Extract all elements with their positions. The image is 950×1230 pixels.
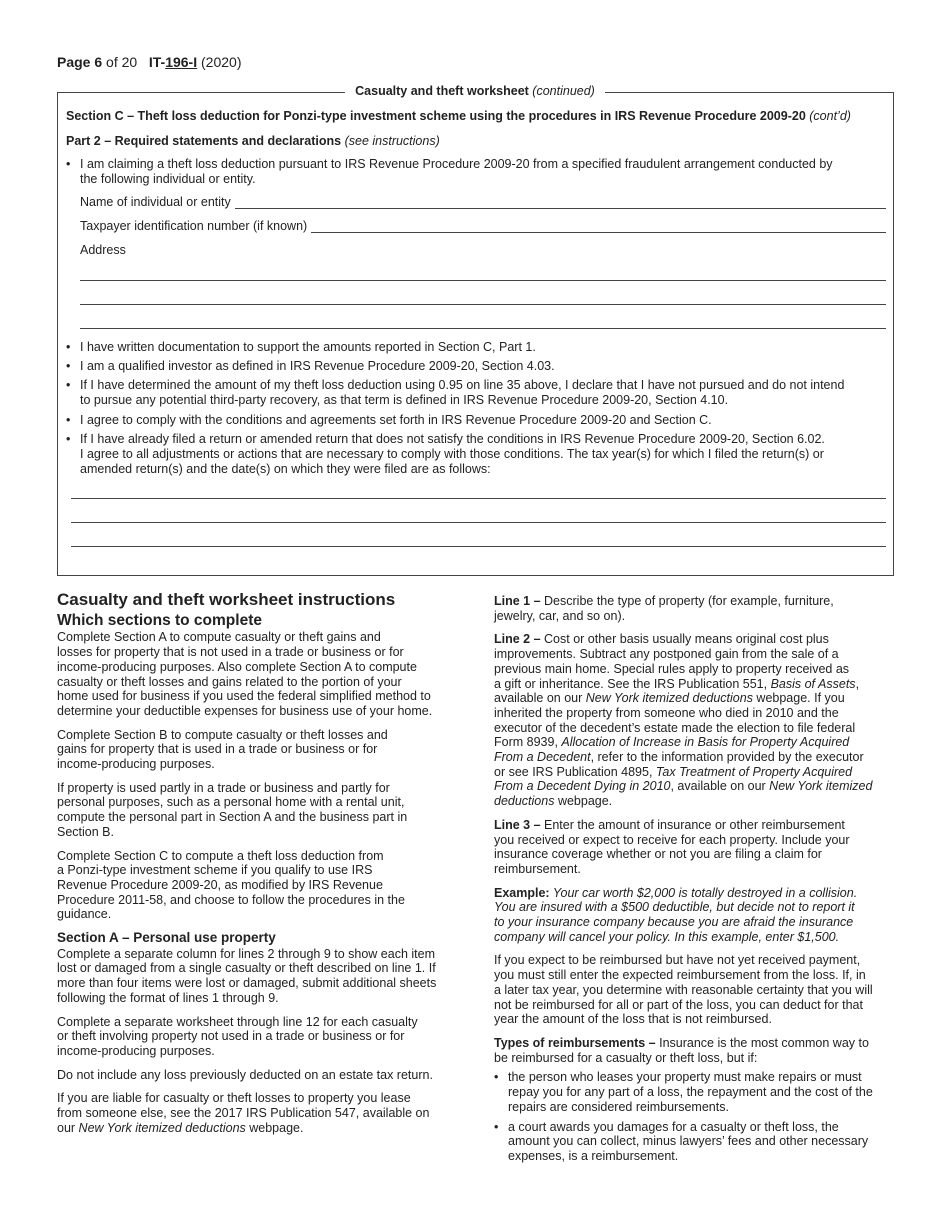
para-line: webpage. If you	[752, 691, 845, 706]
webpage-link[interactable]: New York itemized deductions	[78, 1120, 246, 1135]
para-line: not be reimbursed for all or part of the loss, you can deduct for that	[494, 997, 863, 1012]
statement-claim-line2: the following individual or entity.	[80, 172, 256, 186]
line3-heading: Line 3 –	[494, 817, 541, 832]
para-line: repairs are considered reimbursements.	[508, 1099, 729, 1114]
para-line: or see IRS Publication 4895,	[494, 764, 656, 779]
para-line: insurance coverage whether or not you are filing a claim for	[494, 847, 822, 862]
statement-documentation-text: I have written documentation to support the amounts reported in Section C, Part 1.	[80, 340, 536, 354]
para-line: , refer to the information provided by the executor	[590, 750, 864, 765]
bullet-lease-repairs: • the person who leases your property must make repairs or must repay you for any part of a loss, the repayment and the cost of the repairs are considered reimbursements.	[494, 1070, 873, 1114]
section-c-cont: (cont’d)	[809, 109, 851, 123]
webpage-link[interactable]: New York itemized deductions	[585, 691, 753, 706]
tin-field-label: Taxpayer identification number (if known)	[80, 219, 308, 233]
para-line: Complete Section A to compute casualty or theft gains and	[57, 630, 381, 645]
form-prefix: IT-	[148, 54, 166, 70]
para-line: repay you for any part of a loss, the repayment and the cost of the	[508, 1085, 873, 1100]
statement-recovery-line1: If I have determined the amount of my theft loss deduction using 0.95 on line 35 above, I declare that I have not pursued and do not intend	[80, 378, 845, 392]
page-label: Page	[57, 54, 95, 70]
statement-recovery: • If I have determined the amount of my theft loss deduction using 0.95 on line 35 above, I declare that I have not pursued and do not intend to pursue any potential third-party recovery, as that term is defined in IRS Revenue Procedure 2009-20, Section 4.10.	[66, 378, 886, 408]
italic-title: From a Decedent	[494, 750, 591, 765]
para-line: income-producing purposes.	[57, 757, 215, 772]
para-line: Insurance is the most common way to	[655, 1035, 869, 1050]
para-line: personal purposes, such as a personal home with a rental unit,	[57, 795, 405, 810]
para-line: Complete Section B to compute casualty or theft losses and	[57, 727, 388, 742]
para-line: a court awards you damages for a casualty or theft loss, the	[508, 1119, 839, 1134]
para-line-1	[494, 594, 899, 623]
para-line: webpage.	[554, 794, 613, 809]
statement-claim-line1: I am claiming a theft loss deduction pursuant to IRS Revenue Procedure 2009-20 from a specified fraudulent arrangement conducted by	[80, 157, 833, 171]
statement-documentation: • I have written documentation to support the amounts reported in Section C, Part 1.	[66, 340, 886, 355]
para-line: Describe the type of property (for example, furniture,	[540, 594, 834, 608]
filed-line-1[interactable]	[71, 498, 886, 499]
para-line: guidance.	[57, 907, 112, 922]
para-line: you received or expect to receive for each property. Include your	[494, 832, 850, 847]
types-heading: Types of reimbursements –	[494, 1035, 656, 1050]
para-line: previous main home. Special rules apply to property received as	[494, 661, 850, 676]
statement-filed: • If I have already filed a return or amended return that does not satisfy the conditions in IRS Revenue Procedure 2009-20, Section 6.02. I agree to all adjustments or actions that are necessary to comply with those conditions. The tax year(s) for which I filed the return(s) or amended return(s) and the date(s) on which they were filed are as follows:	[66, 432, 886, 477]
name-field[interactable]	[80, 195, 886, 209]
para-line: Your car worth $2,000 is totally destroyed in a collision.	[549, 885, 858, 900]
statement-comply-text: I agree to comply with the conditions and agreements set forth in IRS Revenue Procedure 2009-20 and Section C.	[80, 413, 712, 427]
para-line: reimbursement.	[494, 861, 581, 876]
statement-qualified-text: I am a qualified investor as defined in IRS Revenue Procedure 2009-20, Section 4.03.	[80, 359, 555, 373]
bullet-court-award: • a court awards you damages for a casualty or theft loss, the amount you can collect, minus lawyers’ fees and other necessary expenses, is a reimbursement.	[494, 1119, 869, 1163]
part2-text: Part 2 – Required statements and declarations	[66, 134, 342, 148]
para-line: determine your deductible expenses for business use of your home.	[57, 703, 433, 718]
statement-filed-line1: If I have already filed a return or amended return that does not satisfy the conditions in IRS Revenue Procedure 2009-20, Section 6.02.	[80, 432, 825, 446]
para-line: Form 8939,	[494, 735, 562, 750]
para-line: amount you can collect, minus lawyers’ fees and other necessary	[508, 1134, 869, 1149]
para-types	[494, 1036, 899, 1065]
para-separate-worksheet	[57, 1015, 467, 1059]
section-a-heading: Section A – Personal use property	[57, 930, 276, 946]
para-line: be reimbursed for a casualty or theft loss, but if:	[494, 1050, 758, 1065]
para-line: jewelry, car, and so on).	[494, 608, 626, 623]
para-line: Enter the amount of insurance or other reimbursement	[540, 817, 845, 832]
instructions-title: Casualty and theft worksheet instructions	[57, 590, 396, 609]
para-line: ,	[855, 676, 860, 691]
line2-heading: Line 2 –	[494, 632, 541, 647]
para-line: a gift or inheritance. See the IRS Publication 551,	[494, 676, 771, 691]
instructions-left-column	[57, 590, 467, 1136]
para-lease	[57, 1091, 467, 1135]
para-line: gains for property that is used in a trade or business or for	[57, 742, 378, 757]
para-line: Procedure 2011-58, and choose to follow the procedures in the	[57, 892, 405, 907]
para-line: You are insured with a $500 deductible, but decide not to report it	[494, 900, 855, 915]
para-line: Complete Section C to compute a theft loss deduction from	[57, 848, 384, 863]
para-line: Revenue Procedure 2009-20, as modified by IRS Revenue	[57, 877, 383, 892]
worksheet-title-text: Casualty and theft worksheet	[355, 84, 529, 98]
para-line: available on our	[494, 691, 586, 706]
para-line: to your insurance company because you are afraid the insurance	[494, 915, 854, 930]
para-example	[494, 886, 899, 945]
statement-filed-line2: I agree to all adjustments or actions that are necessary to comply with those conditions. The tax year(s) for which I filed the return(s) or	[80, 447, 824, 461]
italic-title: Tax Treatment of Property Acquired	[655, 764, 853, 779]
para-line: Complete a separate column for lines 2 through 9 to show each item	[57, 946, 435, 961]
para-line-3	[494, 818, 899, 877]
para-section-b	[57, 728, 467, 772]
para-line: company will cancel your policy. In this example, enter $1,500.	[494, 929, 840, 944]
filed-line-2[interactable]	[71, 522, 886, 523]
para-line: lost or damaged from a single casualty or theft described on line 1. If	[57, 961, 436, 976]
para-section-c	[57, 849, 467, 923]
section-c-heading	[66, 109, 851, 123]
worksheet-title-cont: (continued)	[532, 84, 595, 98]
para-line: If you expect to be reimbursed but have not yet received payment,	[494, 953, 861, 968]
address-line-1[interactable]	[80, 280, 886, 281]
page-number: 6	[94, 54, 103, 70]
para-line: webpage.	[245, 1120, 304, 1135]
para-line: year the amount of the loss that is not reimbursed.	[494, 1012, 772, 1027]
para-line: a Ponzi-type investment scheme if you qualify to use IRS	[57, 863, 373, 878]
para-line: more than four items were lost or damaged, submit additional sheets	[57, 976, 437, 991]
para-line: If you are liable for casualty or theft losses to property you lease	[57, 1091, 411, 1106]
para-line: compute the personal part in Section A and the business part in	[57, 810, 408, 825]
para-line: , available on our	[670, 779, 770, 794]
para-line: losses for property that is not used in a trade or business or for	[57, 645, 404, 660]
name-field-label: Name of individual or entity	[80, 195, 231, 209]
address-line-3[interactable]	[80, 328, 886, 329]
section-c-text: Section C – Theft loss deduction for Ponzi-type investment scheme using the procedures in IRS Revenue Procedure 2009-20	[66, 109, 806, 123]
page-of: of 20	[102, 54, 138, 70]
para-line: casualty or theft losses and gains related to the portion of your	[57, 674, 402, 689]
line1-heading: Line 1 –	[494, 594, 541, 608]
italic-title: From a Decedent Dying in 2010	[494, 779, 671, 794]
name-field-line[interactable]	[235, 195, 886, 209]
address-label: Address	[80, 243, 126, 257]
instructions-right-column	[494, 594, 899, 1164]
para-line: inherited the property from someone who died in 2010 and the	[494, 705, 839, 720]
para-line: If property is used partly in a trade or business and partly for	[57, 780, 390, 795]
para-line-2	[494, 632, 899, 808]
para-line: income-producing purposes. Also complete Section A to compute	[57, 659, 417, 674]
webpage-link[interactable]: deductions	[494, 794, 555, 809]
italic-title: Allocation of Increase in Basis for Property Acquired	[561, 735, 850, 750]
para-line: executor of the decedent’s estate made the election to file federal	[494, 720, 856, 735]
statement-filed-line3: amended return(s) and the date(s) on which they were filed are as follows:	[80, 462, 491, 476]
filed-line-3[interactable]	[71, 546, 886, 547]
statement-qualified: • I am a qualified investor as defined in IRS Revenue Procedure 2009-20, Section 4.03.	[66, 359, 886, 374]
address-line-2[interactable]	[80, 304, 886, 305]
para-line: Section B.	[57, 824, 114, 839]
para-line: home used for business if you used the federal simplified method to	[57, 689, 431, 704]
para-line: expenses, is a reimbursement.	[508, 1148, 679, 1163]
statement-recovery-line2: to pursue any potential third-party recovery, as that term is defined in IRS Revenue Procedure 2009-20, Section 4.10.	[80, 393, 729, 407]
worksheet-title	[0, 84, 950, 98]
para-line: Complete a separate worksheet through line 12 for each casualty	[57, 1014, 418, 1029]
part2-note: (see instructions)	[344, 134, 440, 148]
para-line: you must still enter the expected reimbursement from the loss. If, in	[494, 968, 866, 983]
form-year: (2020)	[197, 54, 242, 70]
tin-field[interactable]	[80, 219, 886, 233]
statement-comply: • I agree to comply with the conditions and agreements set forth in IRS Revenue Procedure 2009-20 and Section C.	[66, 413, 886, 428]
form-number: 196-I	[165, 54, 198, 70]
italic-title: Basis of Assets	[770, 676, 856, 691]
para-line: improvements. Subtract any postponed gain from the sale of a	[494, 647, 839, 662]
para-expect-reimbursed	[494, 953, 899, 1027]
para-line: the person who leases your property must make repairs or must	[508, 1070, 862, 1085]
example-heading: Example:	[494, 885, 550, 900]
para-line: following the format of lines 1 through 9.	[57, 990, 279, 1005]
para-section-a	[57, 630, 467, 718]
para-line: a later tax year, you determine with reasonable certainty that you will	[494, 982, 873, 997]
para-line: income-producing purposes.	[57, 1043, 215, 1058]
webpage-link[interactable]: New York itemized	[769, 779, 873, 794]
part2-heading	[66, 134, 440, 148]
para-separate-column	[57, 947, 467, 1006]
para-line: Cost or other basis usually means original cost plus	[540, 632, 829, 647]
which-sections-heading: Which sections to complete	[57, 611, 262, 629]
tin-field-line[interactable]	[311, 219, 886, 233]
para-partly-used	[57, 781, 467, 840]
para-line: or theft involving property not used in a trade or business or for	[57, 1029, 405, 1044]
para-line: our	[57, 1120, 79, 1135]
para-line: from someone else, see the 2017 IRS Publication 547, available on	[57, 1106, 430, 1121]
page-header	[57, 54, 241, 70]
statement-claim: • I am claiming a theft loss deduction pursuant to IRS Revenue Procedure 2009-20 from a specified fraudulent arrangement conducted by the following individual or entity.	[66, 157, 886, 187]
para-estate-tax: Do not include any loss previously deducted on an estate tax return.	[57, 1067, 433, 1082]
